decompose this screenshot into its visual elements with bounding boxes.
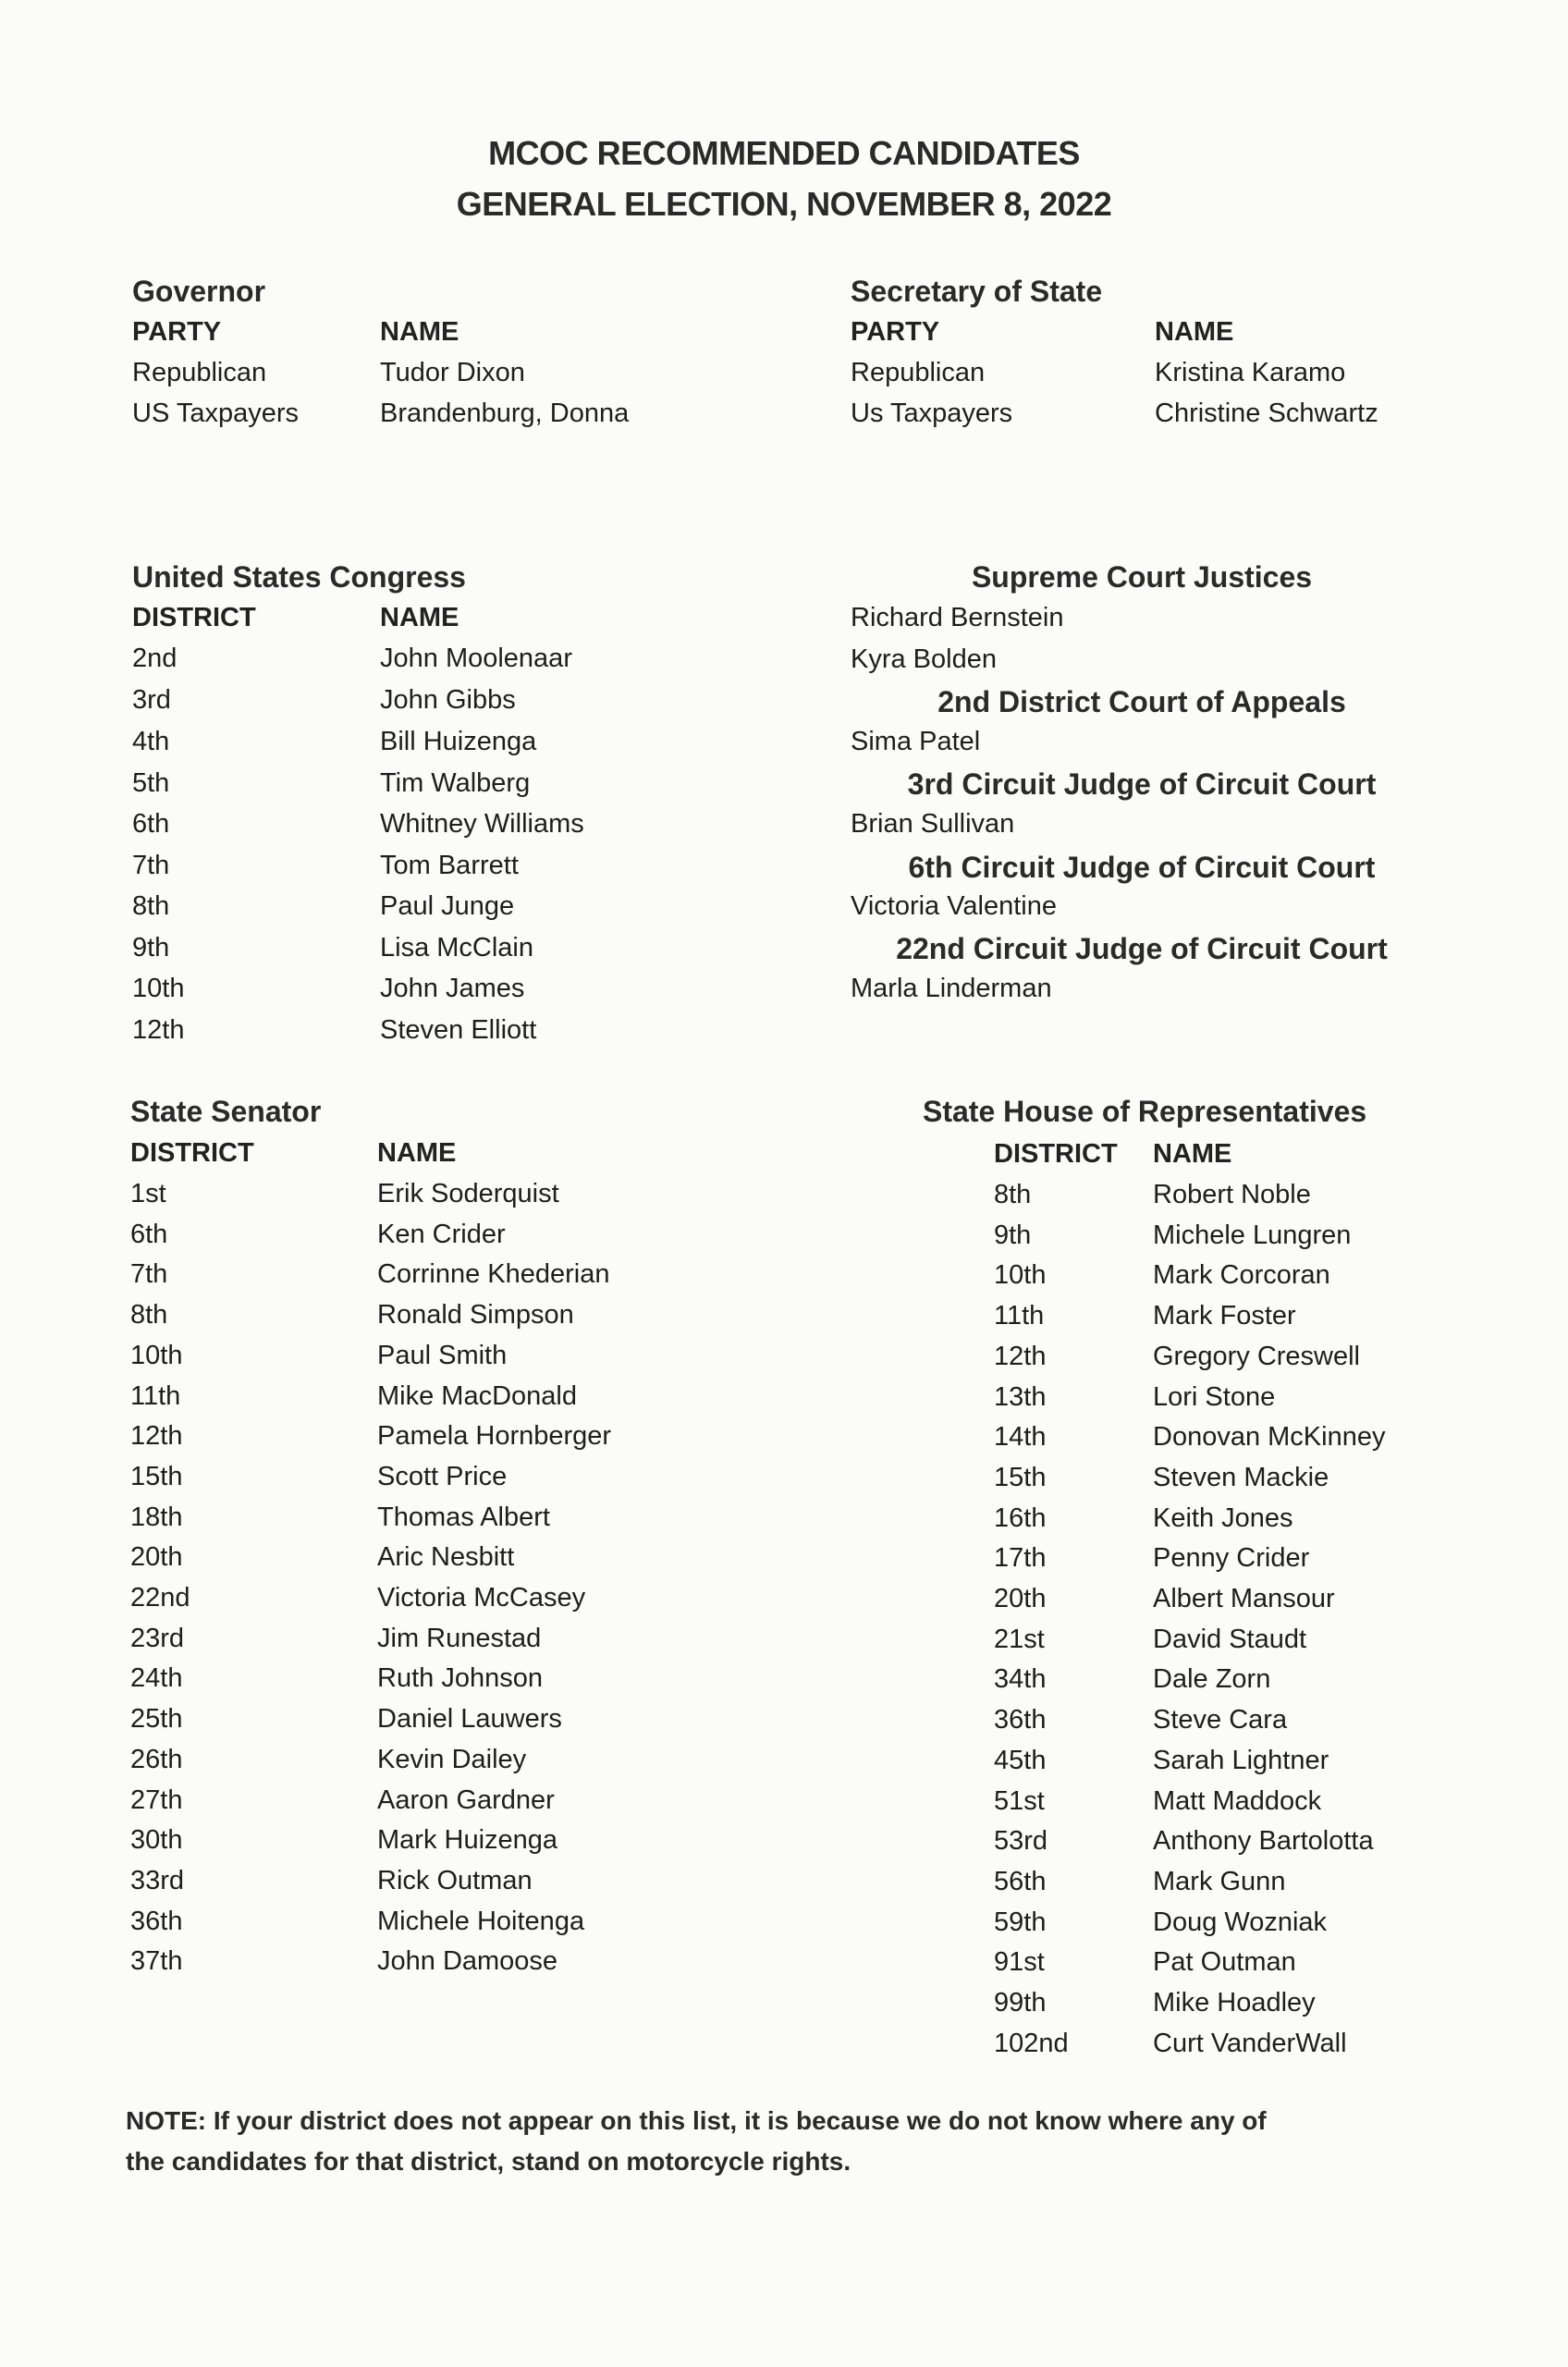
senator-name: Kevin Dailey bbox=[377, 1744, 527, 1774]
senator-name: Rick Outman bbox=[377, 1865, 533, 1895]
circuit-3-candidate: Brian Sullivan bbox=[851, 809, 1015, 839]
house-name: David Staudt bbox=[1153, 1624, 1307, 1654]
congress-district: 9th bbox=[132, 933, 170, 963]
state-senator-heading: State Senator bbox=[130, 1095, 322, 1128]
sos-party: Us Taxpayers bbox=[851, 399, 1013, 428]
appeals-court-heading: 2nd District Court of Appeals bbox=[937, 685, 1346, 718]
house-district: 15th bbox=[994, 1462, 1047, 1492]
senator-district: 25th bbox=[130, 1704, 183, 1735]
senator-district: 30th bbox=[130, 1825, 183, 1856]
governor-name-header: NAME bbox=[380, 317, 459, 347]
house-district: 36th bbox=[994, 1705, 1047, 1735]
governor-party-header: PARTY bbox=[132, 317, 222, 347]
document-title-line1: MCOC RECOMMENDED CANDIDATES bbox=[488, 134, 1080, 172]
house-district: 12th bbox=[994, 1341, 1047, 1371]
senator-district: 37th bbox=[130, 1946, 183, 1977]
house-name: Pat Outman bbox=[1153, 1947, 1296, 1978]
circuit-6-candidate: Victoria Valentine bbox=[851, 891, 1058, 921]
house-district: 91st bbox=[994, 1947, 1045, 1978]
senator-district: 33rd bbox=[130, 1865, 185, 1895]
supreme-court-heading: Supreme Court Justices bbox=[971, 560, 1313, 594]
house-district: 21st bbox=[994, 1624, 1045, 1654]
circuit-22-heading: 22nd Circuit Judge of Circuit Court bbox=[896, 932, 1388, 965]
sos-name: Kristina Karamo bbox=[1155, 358, 1346, 387]
congress-district-header: DISTRICT bbox=[132, 603, 256, 632]
senator-name: Jim Runestad bbox=[377, 1623, 542, 1653]
state-house-heading: State House of Representatives bbox=[923, 1095, 1367, 1128]
senator-name-header: NAME bbox=[377, 1138, 457, 1168]
senator-name: Michele Hoitenga bbox=[377, 1906, 585, 1936]
senator-name: Aric Nesbitt bbox=[377, 1542, 515, 1573]
governor-party: Republican bbox=[132, 358, 267, 387]
senator-name: John Damoose bbox=[377, 1946, 558, 1977]
congress-district: 7th bbox=[132, 851, 170, 880]
circuit-22-candidate: Marla Linderman bbox=[851, 974, 1052, 1003]
house-district: 59th bbox=[994, 1907, 1047, 1937]
governor-name: Tudor Dixon bbox=[380, 358, 525, 387]
congress-name: Paul Junge bbox=[380, 891, 515, 921]
senator-name: Corrinne Khederian bbox=[377, 1259, 610, 1290]
supreme-court-candidate: Richard Bernstein bbox=[851, 603, 1064, 632]
senator-name: Aaron Gardner bbox=[377, 1784, 555, 1815]
house-name: Mike Hoadley bbox=[1153, 1988, 1316, 2017]
congress-name-header: NAME bbox=[380, 603, 459, 632]
congress-heading: United States Congress bbox=[132, 560, 466, 594]
house-district: 13th bbox=[994, 1381, 1047, 1412]
house-district: 56th bbox=[994, 1866, 1047, 1896]
senator-name: Thomas Albert bbox=[377, 1502, 550, 1532]
house-name: Mark Corcoran bbox=[1153, 1260, 1330, 1291]
senator-district: 36th bbox=[130, 1906, 183, 1936]
house-name: Mark Gunn bbox=[1153, 1866, 1286, 1896]
senator-name: Paul Smith bbox=[377, 1340, 508, 1370]
house-district: 99th bbox=[994, 1988, 1047, 2017]
house-name: Anthony Bartolotta bbox=[1153, 1826, 1374, 1857]
senator-name: Ronald Simpson bbox=[377, 1300, 574, 1331]
house-name: Michele Lungren bbox=[1153, 1220, 1352, 1250]
senator-district: 11th bbox=[130, 1380, 181, 1411]
congress-name: Steven Elliott bbox=[380, 1015, 537, 1045]
senator-district: 8th bbox=[130, 1300, 168, 1331]
supreme-court-candidate: Kyra Bolden bbox=[851, 644, 997, 674]
house-district-header: DISTRICT bbox=[994, 1139, 1118, 1169]
house-district: 11th bbox=[994, 1301, 1045, 1331]
governor-heading: Governor bbox=[132, 275, 266, 308]
senator-district: 12th bbox=[130, 1421, 183, 1452]
senator-name: Victoria McCasey bbox=[377, 1583, 586, 1613]
house-district: 8th bbox=[994, 1180, 1032, 1209]
house-name: Robert Noble bbox=[1153, 1180, 1311, 1209]
governor-name: Brandenburg, Donna bbox=[380, 399, 630, 428]
house-district: 17th bbox=[994, 1543, 1047, 1574]
senator-name: Mike MacDonald bbox=[377, 1380, 577, 1411]
house-name: Dale Zorn bbox=[1153, 1664, 1271, 1695]
congress-name: Lisa McClain bbox=[380, 933, 533, 963]
footnote-line1: NOTE: If your district does not appear on this list, it is because we do not know where any of bbox=[126, 2106, 1267, 2135]
senator-district-header: DISTRICT bbox=[130, 1138, 254, 1168]
senator-district: 6th bbox=[130, 1219, 168, 1249]
congress-district: 2nd bbox=[132, 644, 178, 673]
senator-name: Mark Huizenga bbox=[377, 1825, 558, 1856]
footnote bbox=[126, 2101, 1420, 2182]
house-name: Lori Stone bbox=[1153, 1381, 1276, 1412]
congress-district: 4th bbox=[132, 727, 170, 756]
sos-party-header: PARTY bbox=[851, 317, 940, 347]
senator-district: 26th bbox=[130, 1744, 183, 1774]
house-name: Steven Mackie bbox=[1153, 1462, 1329, 1492]
senator-name: Ken Crider bbox=[377, 1219, 506, 1249]
congress-name: John Moolenaar bbox=[380, 644, 572, 673]
sos-party: Republican bbox=[851, 358, 986, 387]
house-name: Penny Crider bbox=[1153, 1543, 1310, 1574]
circuit-3-heading: 3rd Circuit Judge of Circuit Court bbox=[907, 767, 1377, 801]
senator-district: 7th bbox=[130, 1259, 168, 1290]
house-name: Keith Jones bbox=[1153, 1502, 1293, 1533]
house-name-header: NAME bbox=[1153, 1139, 1232, 1169]
senator-district: 1st bbox=[130, 1179, 166, 1208]
house-district: 45th bbox=[994, 1745, 1047, 1775]
house-name: Sarah Lightner bbox=[1153, 1745, 1329, 1775]
house-name: Mark Foster bbox=[1153, 1301, 1296, 1331]
senator-name: Pamela Hornberger bbox=[377, 1421, 612, 1452]
senator-district: 23rd bbox=[130, 1623, 185, 1653]
house-district: 9th bbox=[994, 1220, 1032, 1250]
senator-district: 20th bbox=[130, 1542, 183, 1573]
house-name: Albert Mansour bbox=[1153, 1584, 1335, 1613]
house-name: Doug Wozniak bbox=[1153, 1907, 1328, 1937]
house-district: 102nd bbox=[994, 2028, 1069, 2058]
senator-district: 15th bbox=[130, 1461, 183, 1491]
congress-district: 12th bbox=[132, 1015, 185, 1045]
secretary-of-state-heading: Secretary of State bbox=[851, 275, 1103, 308]
senator-name: Scott Price bbox=[377, 1461, 508, 1491]
senator-district: 10th bbox=[130, 1340, 183, 1370]
house-district: 10th bbox=[994, 1260, 1047, 1291]
house-district: 14th bbox=[994, 1422, 1047, 1453]
congress-name: John Gibbs bbox=[380, 685, 516, 715]
senator-name: Erik Soderquist bbox=[377, 1179, 559, 1208]
governor-party: US Taxpayers bbox=[132, 399, 299, 428]
congress-name: Tom Barrett bbox=[380, 851, 519, 880]
congress-district: 10th bbox=[132, 974, 185, 1003]
house-district: 51st bbox=[994, 1785, 1045, 1816]
senator-district: 18th bbox=[130, 1502, 183, 1532]
house-name: Steve Cara bbox=[1153, 1705, 1288, 1735]
congress-name: Bill Huizenga bbox=[380, 727, 537, 756]
house-name: Gregory Creswell bbox=[1153, 1341, 1360, 1371]
sos-name-header: NAME bbox=[1155, 317, 1234, 347]
senator-district: 24th bbox=[130, 1663, 183, 1694]
house-district: 53rd bbox=[994, 1826, 1048, 1857]
footnote-line2: the candidates for that district, stand on motorcycle rights. bbox=[126, 2147, 851, 2176]
house-name: Matt Maddock bbox=[1153, 1785, 1322, 1816]
congress-district: 8th bbox=[132, 891, 170, 921]
senator-district: 27th bbox=[130, 1784, 183, 1815]
congress-district: 5th bbox=[132, 768, 170, 798]
sos-name: Christine Schwartz bbox=[1155, 399, 1378, 428]
congress-name: Tim Walberg bbox=[380, 768, 531, 798]
house-name: Curt VanderWall bbox=[1153, 2028, 1347, 2058]
congress-district: 6th bbox=[132, 809, 170, 839]
house-district: 34th bbox=[994, 1664, 1047, 1695]
document-title-line2: GENERAL ELECTION, NOVEMBER 8, 2022 bbox=[456, 185, 1112, 223]
senator-district: 22nd bbox=[130, 1583, 190, 1613]
congress-name: Whitney Williams bbox=[380, 809, 584, 839]
congress-name: John James bbox=[380, 974, 525, 1003]
senator-name: Daniel Lauwers bbox=[377, 1704, 562, 1735]
house-name: Donovan McKinney bbox=[1153, 1422, 1386, 1453]
senator-name: Ruth Johnson bbox=[377, 1663, 543, 1694]
house-district: 16th bbox=[994, 1502, 1047, 1533]
appeals-court-candidate: Sima Patel bbox=[851, 727, 981, 756]
congress-district: 3rd bbox=[132, 685, 171, 715]
house-district: 20th bbox=[994, 1584, 1047, 1613]
circuit-6-heading: 6th Circuit Judge of Circuit Court bbox=[908, 851, 1376, 884]
